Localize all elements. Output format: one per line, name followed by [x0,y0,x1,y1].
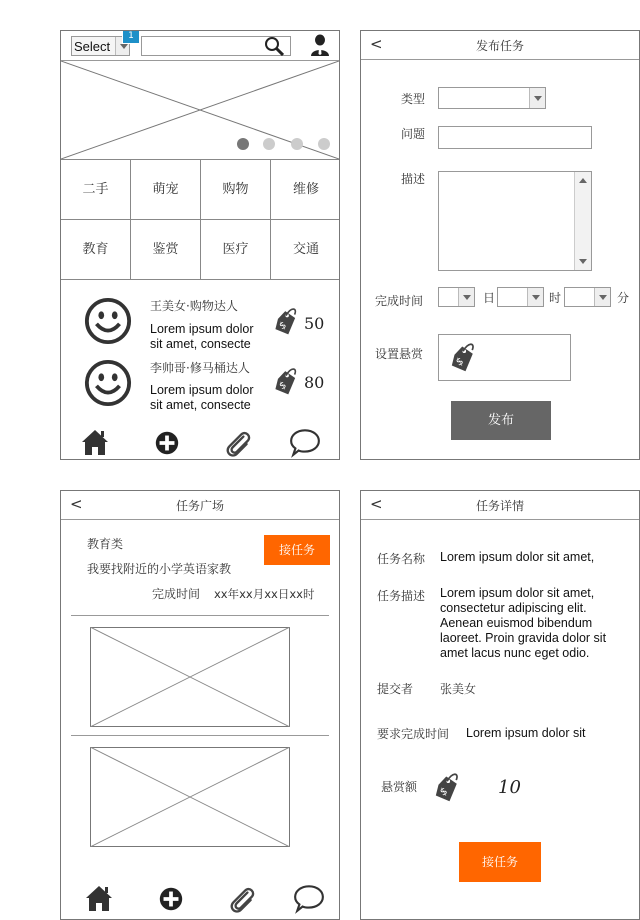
reward-input[interactable] [438,334,571,381]
page-title: 任务广场 [175,499,224,513]
feed-item-reward: 80 [304,373,325,392]
category-item[interactable]: 医疗 [201,220,271,280]
reward-label: 设置悬赏 [375,347,424,361]
reward-label: 悬赏额 [381,780,418,794]
category-item[interactable]: 萌宠 [131,160,201,220]
hour-select[interactable] [497,287,544,307]
accept-task-button[interactable]: 接任务 [459,842,541,882]
paperclip-icon[interactable] [225,883,257,915]
chevron-down-icon [527,288,543,306]
reward-value: 10 [498,777,521,798]
page-title: 任务详情 [475,499,524,513]
task-name-value: Lorem ipsum dolor sit amet, [440,550,595,564]
paperclip-icon[interactable] [221,427,253,459]
price-tag-icon [269,366,301,398]
due-time-label: 完成时间 [375,294,424,308]
question-input[interactable] [438,126,592,149]
due-time-label: 要求完成时间 [377,727,450,741]
question-label: 问题 [401,127,426,141]
hour-unit-label: 时 [549,291,562,305]
publish-button[interactable]: 发布 [451,401,551,440]
header [361,31,639,60]
price-tag-icon [429,771,463,805]
task-placeholder-image[interactable] [90,747,290,847]
description-textarea[interactable] [438,171,592,271]
day-unit-label: 日 [483,291,496,305]
task-name-label: 任务名称 [377,552,426,566]
task-desc-label: 任务描述 [377,589,426,603]
task-desc-line: Aenean euismod bibendum [440,616,593,630]
chevron-down-icon [458,288,474,306]
search-icon[interactable] [264,36,284,56]
back-button[interactable]: < [370,35,383,53]
due-time-value: Lorem ipsum dolor sit [466,726,586,740]
description-label: 描述 [401,172,426,186]
list-divider [71,615,329,616]
task-desc-value [440,586,606,661]
price-tag-icon [269,306,301,338]
task-desc-line: Lorem ipsum dolor sit amet, [440,586,595,600]
price-tag-icon [445,341,479,375]
feed-item[interactable] [61,289,339,349]
category-select-label: Select [74,39,111,54]
user-icon[interactable] [310,34,330,56]
category-item[interactable]: 交通 [271,220,340,280]
page-title: 发布任务 [475,39,524,53]
category-item[interactable]: 二手 [61,160,131,220]
accept-task-button[interactable]: 接任务 [264,535,330,565]
carousel-dot-3[interactable] [291,138,303,150]
publish-task-screen [360,30,640,460]
task-placeholder-image[interactable] [90,627,290,727]
feed-item[interactable] [61,351,339,411]
carousel-dot-4[interactable] [318,138,330,150]
feed-item-text-line1: Lorem ipsum dolor [150,322,254,336]
plus-icon[interactable] [153,429,181,457]
task-category: 教育类 [87,537,124,551]
category-item[interactable]: 购物 [201,160,271,220]
avatar-smiley-icon [84,297,132,345]
back-button[interactable]: < [70,495,83,513]
notification-badge: 1 [122,30,140,44]
minute-select[interactable] [564,287,611,307]
scrollbar[interactable] [574,172,591,270]
task-due-label: 完成时间 [152,587,201,601]
avatar-smiley-icon [84,359,132,407]
chat-bubble-icon[interactable] [288,426,322,458]
task-detail-screen [360,490,640,920]
search-input[interactable] [141,36,291,56]
feed-item-text-line2: sit amet, consecte [150,398,251,412]
task-desc-line: laoreet. Proin gravida dolor sit [440,631,607,645]
header [361,491,639,520]
feed-item-reward: 50 [304,314,325,333]
header [61,491,339,520]
home-icon[interactable] [83,883,115,913]
task-due-value: xx年xx月xx日xx时 [214,587,315,601]
task-desc-line: consectetur adipiscing elit. [440,601,587,615]
category-item[interactable]: 鉴赏 [131,220,201,280]
category-item[interactable]: 教育 [61,220,131,280]
chevron-down-icon [529,88,545,108]
chevron-down-icon [594,288,610,306]
task-desc-line: amet lacus nunc eget odio. [440,646,590,660]
type-select[interactable] [438,87,546,109]
minute-unit-label: 分 [617,291,630,305]
list-divider [71,735,329,736]
task-square-screen [60,490,340,920]
back-button[interactable]: < [370,495,383,513]
scroll-up-icon[interactable] [579,178,587,183]
task-description: 我要找附近的小学英语家教 [87,562,232,576]
plus-icon[interactable] [157,885,185,913]
home-icon[interactable] [79,427,111,457]
home-screen [60,30,340,460]
feed-item-text-line1: Lorem ipsum dolor [150,383,254,397]
scroll-down-icon[interactable] [579,259,587,264]
type-label: 类型 [401,92,426,106]
submitter-value: 张美女 [440,682,477,696]
feed-item-author: 王美女·购物达人 [150,299,238,313]
chat-bubble-icon[interactable] [292,882,326,914]
category-grid [61,160,339,281]
carousel-dot-1[interactable] [237,138,249,150]
feed-item-text-line2: sit amet, consecte [150,337,251,351]
category-item[interactable]: 维修 [271,160,340,220]
carousel-dot-2[interactable] [263,138,275,150]
feed-item-author: 李帅哥·修马桶达人 [150,361,250,375]
submitter-label: 提交者 [377,682,414,696]
day-select[interactable] [438,287,475,307]
